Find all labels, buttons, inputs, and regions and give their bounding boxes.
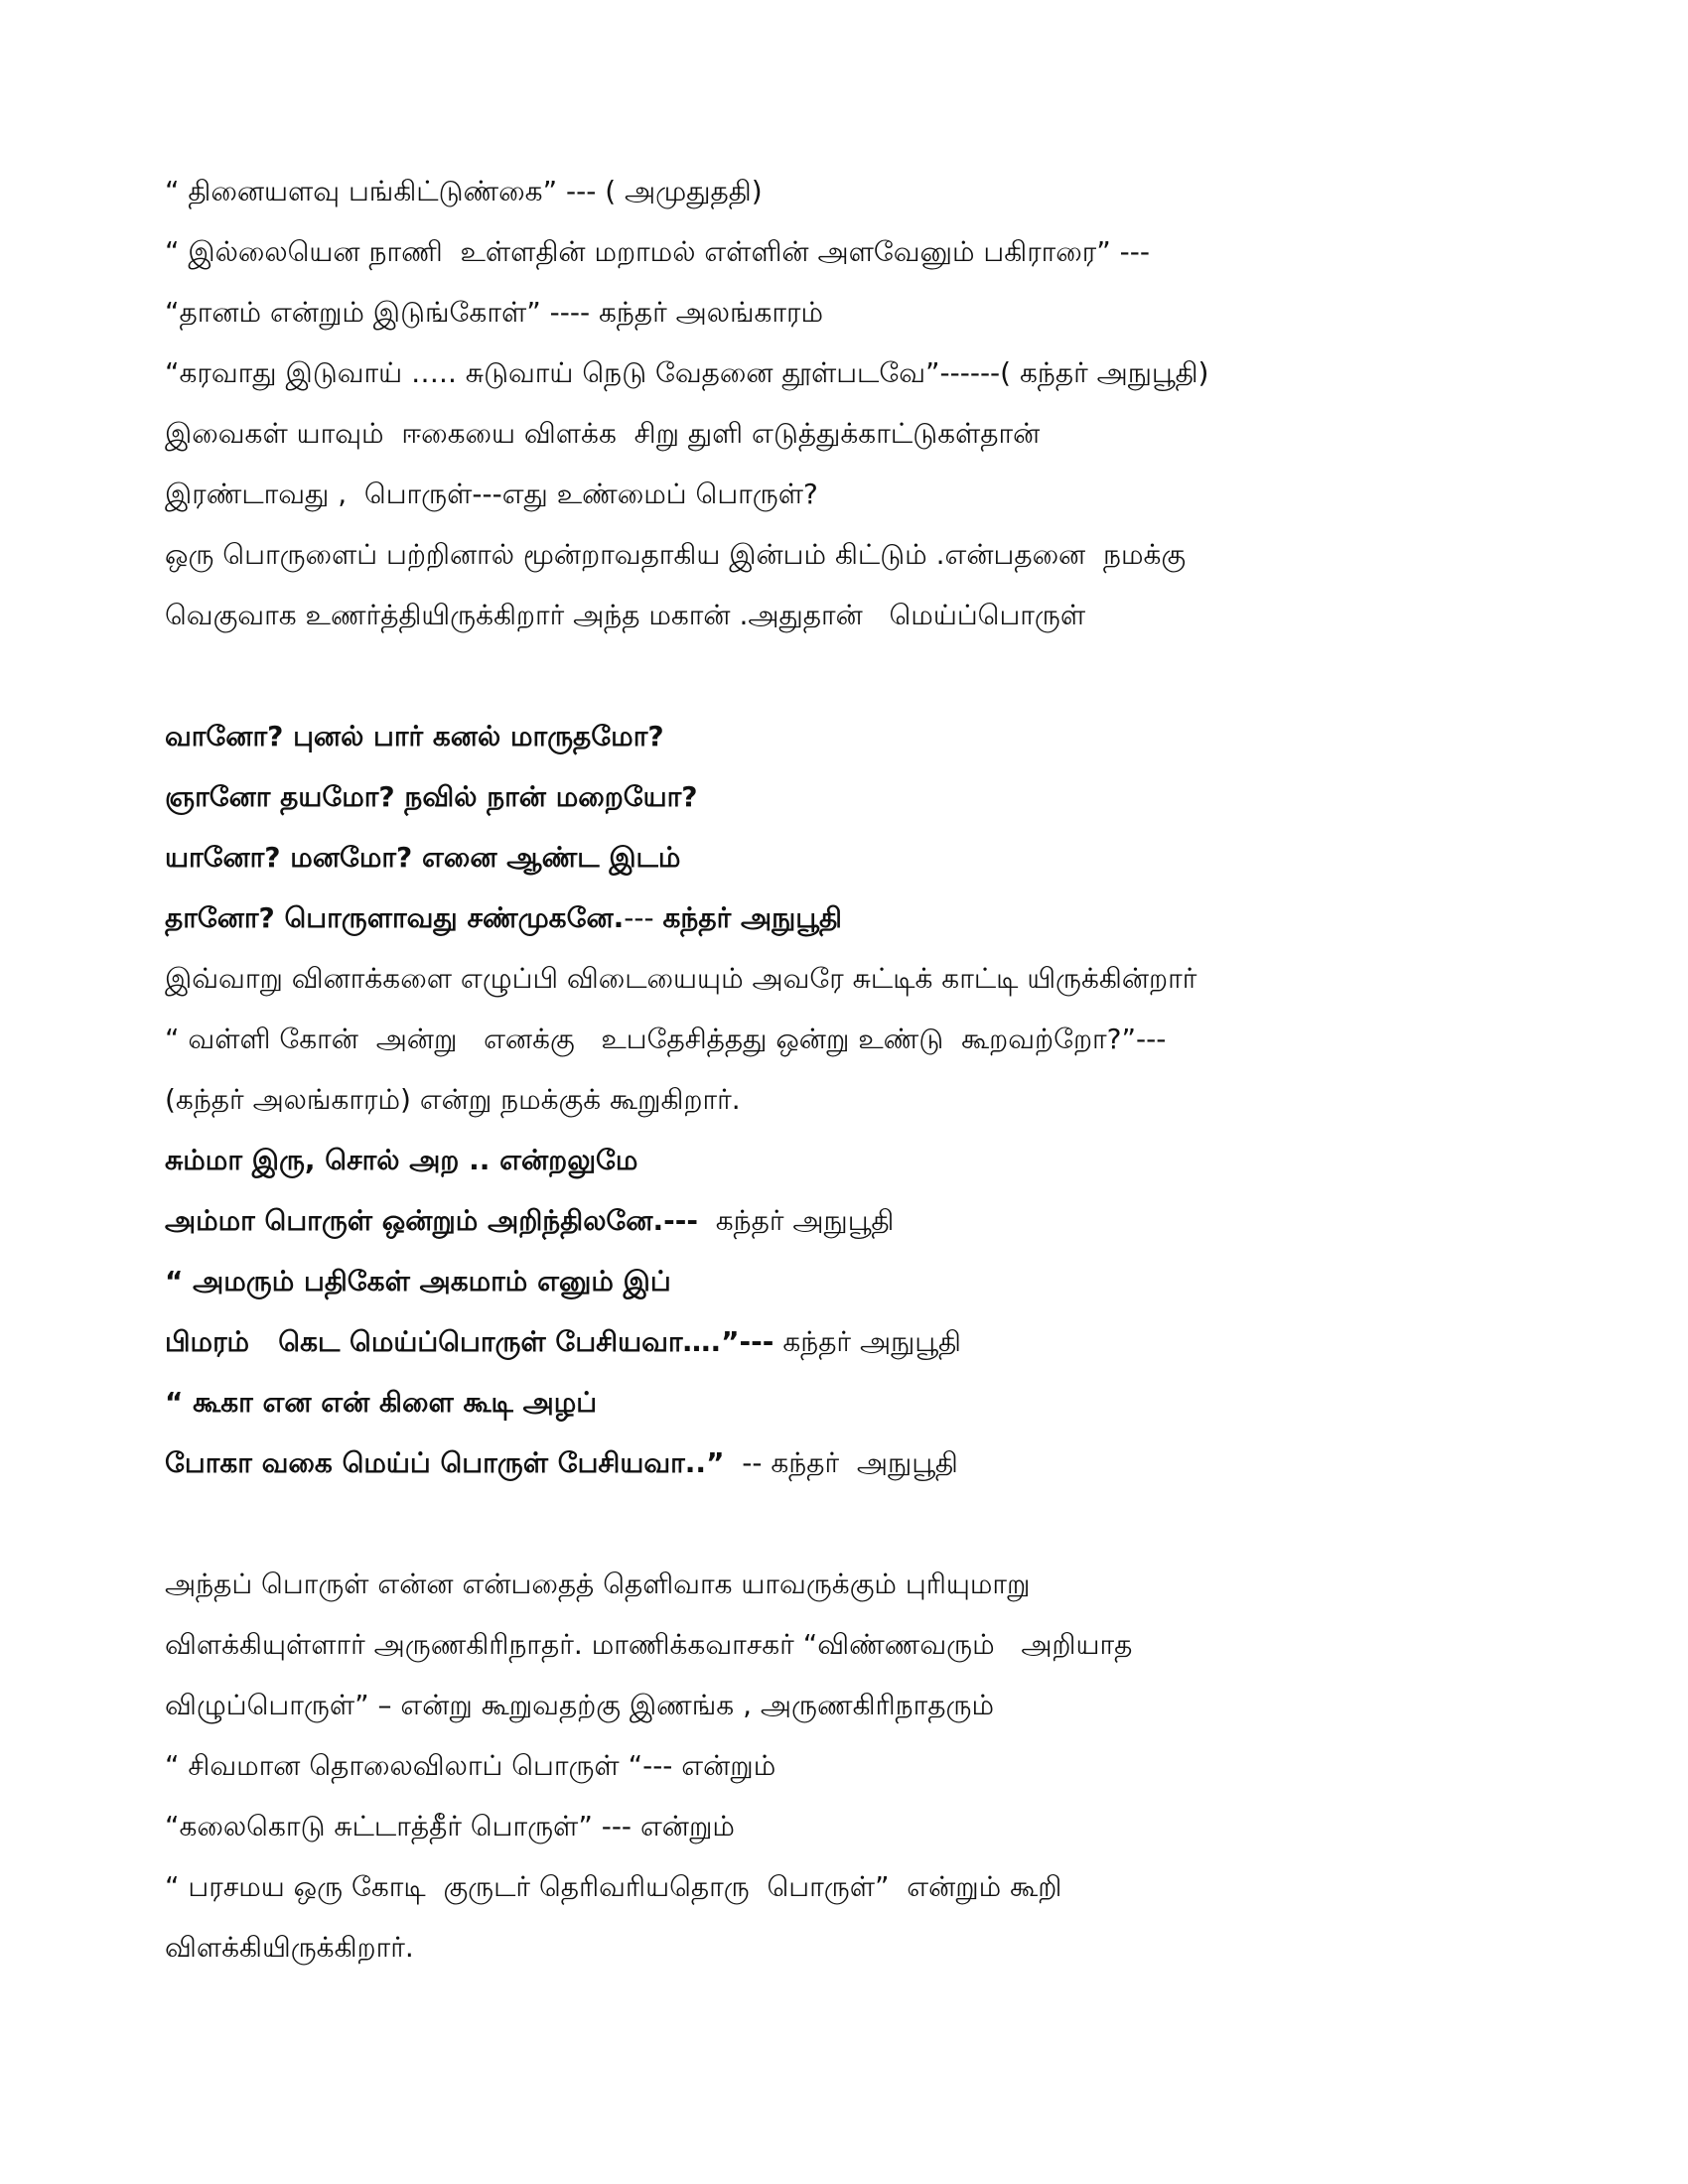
text-line: (கந்தர் அலங்காரம்) என்று நமக்குக் கூறுகிறார். — [165, 1083, 741, 1116]
text-line: “ தினையளவு பங்கிட்டுண்கை” --- ( அமுதுததி) — [165, 175, 763, 207]
text-line: “ வள்ளி கோன் அன்று எனக்கு உபதேசித்தது ஒன்று உண்டு கூறவற்றோ?”--- — [165, 1023, 1167, 1055]
document-body — [165, 161, 1535, 1978]
verse-line: “ கூகா என என் கிளை கூடி அழப் — [165, 1386, 598, 1419]
verse-line: வானோ? புனல் பார் கனல் மாருதமோ? — [165, 720, 664, 752]
verse-source: கந்தர் அநுபூதி — [662, 901, 842, 934]
text-line: “கரவாது இடுவாய் ….. சுடுவாய் நெடு வேதனை தூள்படவே”------( கந்தர் அநுபூதி) — [165, 356, 1209, 389]
text-line: “கலைகொடு சுட்டாத்தீர் பொருள்” --- என்றும் — [165, 1810, 735, 1843]
text-line: “ பரசமய ஒரு கோடி குருடர் தெரிவரியதொரு பொருள்” என்றும் கூறி — [165, 1870, 1062, 1903]
verse-source: -- கந்தர் அநுபூதி — [724, 1446, 958, 1479]
text-line: ஒரு பொருளைப் பற்றினால் மூன்றாவதாகிய இன்பம் கிட்டும் .என்பதனை நமக்கு — [165, 538, 1187, 571]
verse-line-with-source — [165, 1311, 1535, 1372]
verse-line-with-source — [165, 1190, 1535, 1251]
text-line: இரண்டாவது , பொருள்---எது உண்மைப் பொருள்? — [165, 478, 818, 510]
verse-text: தானோ? பொருளாவது சண்முகனே. — [165, 901, 625, 934]
text-line: இவைகள் யாவும் ஈகையை விளக்க சிறு துளி எடுத்துக்காட்டுகள்தான் — [165, 417, 1041, 450]
paragraph-gap — [165, 1493, 1535, 1554]
verse-text: பிமரம் கெட மெய்ப்பொருள் பேசியவா….”--- — [165, 1325, 774, 1358]
verse-line: “ அமரும் பதிகேள் அகமாம் எனும் இப் — [165, 1265, 671, 1297]
verse-line: சும்மா இரு, சொல் அற .. என்றலுமே — [165, 1144, 638, 1176]
text-line: விளக்கியுள்ளார் அருணகிரிநாதர். மாணிக்கவாசகர் “விண்ணவரும் அறியாத — [165, 1628, 1133, 1661]
text-line: “ இல்லையென நாணி உள்ளதின் மறாமல் எள்ளின் அளவேனும் பகிராரை” --- — [165, 235, 1150, 268]
verse-text: போகா வகை மெய்ப் பொருள் பேசியவா..” — [165, 1446, 725, 1479]
text-line: இவ்வாறு வினாக்களை எழுப்பி விடையையும் அவரே சுட்டிக் காட்டி யிருக்கின்றார் — [165, 962, 1197, 995]
text-line: விழுப்பொருள்” – என்று கூறுவதற்கு இணங்க , அருணகிரிநாதரும் — [165, 1689, 994, 1721]
verse-line: யானோ? மனமோ? எனை ஆண்ட இடம் — [165, 841, 681, 874]
verse-line: ஞானோ தயமோ? நவில் நான் மறையோ? — [165, 780, 698, 813]
text-line: “ சிவமான தொலைவிலாப் பொருள் “--- என்றும் — [165, 1749, 776, 1782]
verse-line-with-source — [165, 1433, 1535, 1493]
verse-text: அம்மா பொருள் ஒன்றும் அறிந்திலனே.--- — [165, 1204, 698, 1237]
text-line: விளக்கியிருக்கிறார். — [165, 1931, 414, 1964]
paragraph-gap — [165, 645, 1535, 706]
verse-source: கந்தர் அநுபூதி — [774, 1325, 961, 1358]
verse-source: கந்தர் அநுபூதி — [697, 1204, 895, 1237]
text-line: வெகுவாக உணர்த்தியிருக்கிறார் அந்த மகான் .அதுதான் மெய்ப்பொருள் — [165, 599, 1086, 631]
verse-separator: --- — [624, 901, 663, 934]
text-line: “தானம் என்றும் இடுங்கோள்” ---- கந்தர் அலங்காரம் — [165, 296, 824, 329]
verse-line-with-source — [165, 887, 1535, 948]
text-line: அந்தப் பொருள் என்ன என்பதைத் தெளிவாக யாவருக்கும் புரியுமாறு — [165, 1568, 1031, 1600]
